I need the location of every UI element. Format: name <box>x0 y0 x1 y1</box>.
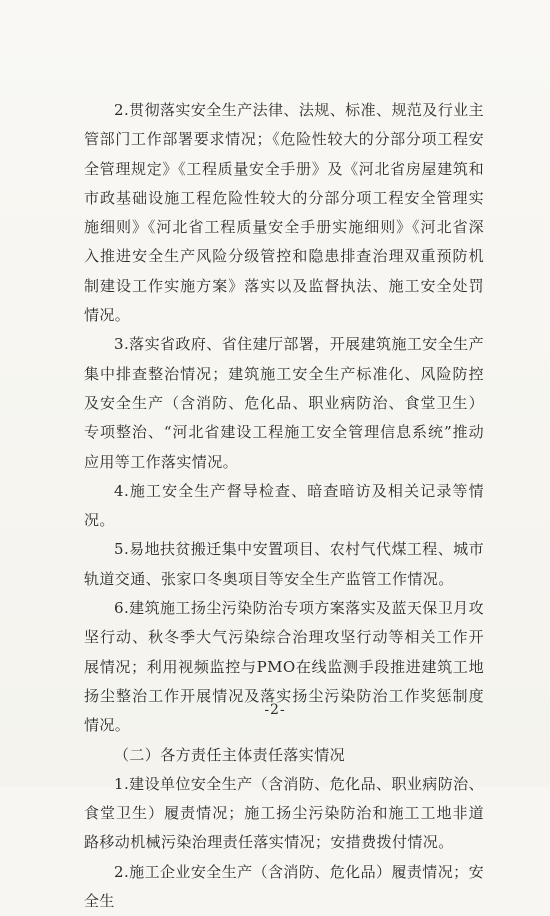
paragraph-item-5: 5.易地扶贫搬迁集中安置项目、农村气代煤工程、城市轨道交通、张家口冬奥项目等安全生产监管工作情况。 <box>84 540 484 588</box>
paragraph-item-3: 3.落实省政府、省住建厅部署，开展建筑施工安全生产集中排查整治情况；建筑施工安全生产标准化、风险防控及安全生产（含消防、危化品、职业病防治、食堂卫生）专项整治、“河北省建设工程施工安全管理信息系统”推动应用等工作落实情况。 <box>84 335 484 471</box>
paragraph-item-6: 6.建筑施工扬尘污染防治专项方案落实及蓝天保卫月攻坚行动、秋冬季大气污染综合治理攻坚行动等相关工作开展情况；利用视频监控与PMO在线监测手段推进建筑工地扬尘整治工作开展情况及落实扬尘污染防治工作奖惩制度情况。 <box>84 599 484 735</box>
paragraph-subitem-1: 1.建设单位安全生产（含消防、危化品、职业病防治、食堂卫生）履责情况；施工扬尘污染防治和施工工地非道路移动机械污染治理责任落实情况；安措费拨付情况。 <box>84 774 484 852</box>
page-number: -2- <box>264 702 286 718</box>
document-body <box>84 96 484 916</box>
paragraph-item-4: 4.施工安全生产督导检查、暗查暗访及相关记录等情况。 <box>84 481 484 530</box>
paragraph-subitem-2: 2.施工企业安全生产（含消防、危化品）履责情况；安全生 <box>84 862 484 911</box>
section-heading: （二）各方责任主体责任落实情况 <box>114 745 346 764</box>
paragraph-item-2: 2.贯彻落实安全生产法律、法规、标准、规范及行业主管部门工作部署要求情况；《危险性较大的分部分项工程安全管理规定》《工程质量安全手册》及《河北省房屋建筑和市政基础设施工程危险性较大的分部分项工程安全管理实施细则》《河北省工程质量安全手册实施细则》《河北省深入推进安全生产风险分级管控和隐患排查治理双重预防机制建设工作实施方案》落实以及监督执法、施工安全处罚情况。 <box>84 101 484 325</box>
